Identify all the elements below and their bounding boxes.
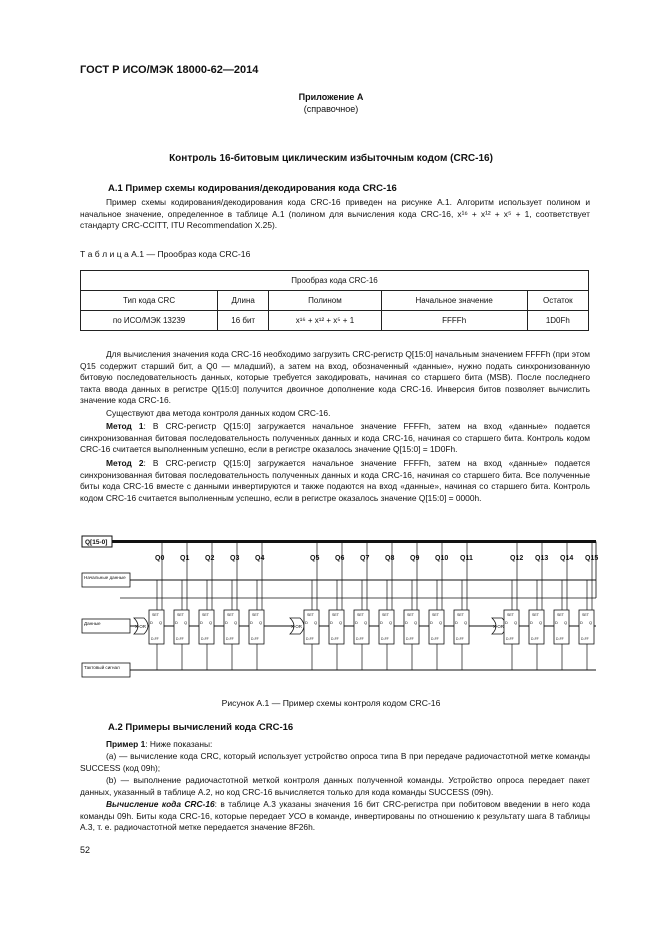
flip-flop-type-label: D-FF — [226, 637, 234, 641]
table-cell: 16 бит — [218, 311, 269, 331]
flip-flop-d-label: D — [175, 620, 178, 625]
appendix-title: Приложение А — [298, 92, 364, 102]
q-label: Q2 — [205, 555, 215, 562]
paragraph-method-1 — [80, 421, 590, 456]
input-label: Тактовый сигнал — [84, 665, 120, 670]
flip-flop-type-label: D-FF — [406, 637, 414, 641]
method-2-text: : В CRC-регистр Q[15:0] загружается начальное значение FFFFh, затем на вход «данные» подается синхронизованная битовая последовательность полученных данных и кода CRC-16, начиная со старшего бита. Все полученные биты кода CRC-16 вместе с данными инвертируются и также подаются на вход «данные», начиная со старшего бита. Контроль кодом CRC-16 считается выполненным успешно, если в регистре оказалось значение Q[15:0] = 0000h. — [80, 458, 590, 503]
flip-flop-type-label: D-FF — [331, 637, 339, 641]
q-label: Q6 — [335, 555, 345, 562]
flip-flop-type-label: D-FF — [556, 637, 564, 641]
flip-flop-set-label: SET — [582, 613, 589, 617]
flip-flop-d-label: D — [505, 620, 508, 625]
flip-flop-d-label: D — [355, 620, 358, 625]
q-label: Q10 — [435, 555, 449, 562]
flip-flop-set-label: SET — [457, 613, 464, 617]
flip-flop-q-label: Q — [209, 620, 213, 625]
table-header-cell: Длина — [218, 291, 269, 311]
flip-flop-d-label: D — [200, 620, 203, 625]
table-header-cell: Тип кода CRC — [81, 291, 218, 311]
example-item-a: (a) — вычисление кода CRC, который использует устройство опроса типа В при передаче радиочастотной метке команды SUCCESS (код 09h); — [80, 751, 590, 773]
q-label: Q3 — [230, 555, 240, 562]
flip-flop-set-label: SET — [532, 613, 539, 617]
flip-flop-set-label: SET — [407, 613, 414, 617]
flip-flop-type-label: D-FF — [381, 637, 389, 641]
flip-flop-type-label: D-FF — [456, 637, 464, 641]
flip-flop-d-label: D — [405, 620, 408, 625]
flip-flop-q-label: Q — [234, 620, 238, 625]
table-cell: по ИСО/МЭК 13239 — [81, 311, 218, 331]
flip-flop-q-label: Q — [564, 620, 568, 625]
flip-flop-type-label: D-FF — [431, 637, 439, 641]
example-1-label: Пример 1 — [106, 739, 146, 749]
q-label: Q5 — [310, 555, 320, 562]
flip-flop-d-label: D — [150, 620, 153, 625]
flip-flop-d-label: D — [330, 620, 333, 625]
flip-flop-q-label: Q — [159, 620, 163, 625]
q-label: Q12 — [510, 555, 524, 562]
flip-flop-type-label: D-FF — [581, 637, 589, 641]
flip-flop-type-label: D-FF — [251, 637, 259, 641]
section-a2-heading: А.2 Примеры вычислений кода CRC-16 — [108, 722, 294, 733]
flip-flop-type-label: D-FF — [201, 637, 209, 641]
table-cell: 1D0Fh — [527, 311, 588, 331]
q-label: Q14 — [560, 555, 574, 562]
crc-circuit-diagram — [80, 532, 600, 682]
flip-flop-q-label: Q — [514, 620, 518, 625]
flip-flop-d-label: D — [305, 620, 308, 625]
flip-flop-set-label: SET — [507, 613, 514, 617]
flip-flop-d-label: D — [380, 620, 383, 625]
section-a1-heading: А.1 Пример схемы кодирования/декодирования кода CRC-16 — [108, 183, 397, 194]
table-cell: FFFFh — [381, 311, 527, 331]
method-1-label: Метод 1 — [106, 421, 144, 431]
flip-flop-set-label: SET — [307, 613, 314, 617]
table-cell: x¹⁶ + x¹² + x⁵ + 1 — [269, 311, 381, 331]
flip-flop-d-label: D — [580, 620, 583, 625]
crc-calc-paragraph — [80, 799, 590, 834]
flip-flop-q-label: Q — [184, 620, 188, 625]
flip-flop-set-label: SET — [202, 613, 209, 617]
flip-flop-q-label: Q — [589, 620, 593, 625]
q-label: Q0 — [155, 555, 165, 562]
flip-flop-q-label: Q — [414, 620, 418, 625]
flip-flop-set-label: SET — [432, 613, 439, 617]
method-2-label: Метод 2 — [106, 458, 144, 468]
flip-flop-q-label: Q — [464, 620, 468, 625]
q-label: Q7 — [360, 555, 370, 562]
crc-calc-label: Вычисление кода CRC-16 — [106, 799, 215, 809]
flip-flop-set-label: SET — [152, 613, 159, 617]
flip-flop-q-label: Q — [339, 620, 343, 625]
flip-flop-d-label: D — [430, 620, 433, 625]
table-group-header: Прообраз кода CRC-16 — [81, 271, 589, 291]
q-label: Q15 — [585, 555, 599, 562]
main-title: Контроль 16-битовым циклическим избыточным кодом (CRC-16) — [169, 153, 493, 164]
crc-table — [80, 270, 589, 331]
flip-flop-q-label: Q — [389, 620, 393, 625]
input-label: Данные — [84, 621, 101, 626]
example-item-b: (b) — выполнение радиочастотной меткой контроля данных полученной команды. Устройство опроса передает пакет данных, указанный в таблице А.2, но код CRC-16 вычисляется только для кода команды SUCCESS (09h). — [80, 775, 590, 797]
flip-flop-q-label: Q — [259, 620, 263, 625]
flip-flop-type-label: D-FF — [176, 637, 184, 641]
flip-flop-q-label: Q — [439, 620, 443, 625]
example-1-text: : Ниже показаны: — [145, 739, 213, 749]
xor-label: X-OR — [135, 624, 146, 629]
flip-flop-type-label: D-FF — [531, 637, 539, 641]
flip-flop-set-label: SET — [357, 613, 364, 617]
appendix-subtitle: (справочное) — [303, 104, 359, 114]
q-label: Q11 — [460, 555, 473, 562]
q-label: Q1 — [180, 555, 190, 562]
method-1-text: : В CRC-регистр Q[15:0] загружается начальное значение FFFFh, затем на вход «данные» подается синхронизованная битовая последовательность полученных данных и кода CRC-16, начиная со старшего бита. Контроль кодом CRC-16 считается выполненным успешно, если в регистре оказалось значение Q[15:0] = 1D0Fh. — [80, 421, 590, 455]
section-a1-paragraph: Пример схемы кодирования/декодирования кода CRC-16 приведен на рисунке А.1. Алгоритм использует полином и начальное значение, определенное в таблице А.1 (полином для вычисления кода CRC-16, x¹⁶ + x¹² + x⁵ + 1, соответствует стандарту CRC-CCITT, ITU Recommendation X.25). — [80, 197, 590, 231]
figure-caption: Рисунок А.1 — Пример схемы контроля кодом CRC-16 — [221, 698, 441, 708]
paragraph-method-2 — [80, 458, 590, 504]
flip-flop-type-label: D-FF — [151, 637, 159, 641]
flip-flop-type-label: D-FF — [356, 637, 364, 641]
flip-flop-set-label: SET — [227, 613, 234, 617]
crc-calc-text: : в таблице А.3 указаны значения 16 бит CRC-регистра при побитовом введении в него кода команды 09h. Биты кода CRC-16, которые передает УСО в команде, инвертированы по отношению к результату шага 8 таблицы А.3, т. е. радиочастотной метке передается значение 8F26h. — [80, 799, 590, 833]
page-number: 52 — [80, 845, 91, 855]
flip-flop-type-label: D-FF — [306, 637, 314, 641]
paragraph-methods: Существуют два метода контроля данных кодом CRC-16. — [106, 408, 331, 418]
flip-flop-set-label: SET — [252, 613, 259, 617]
q-label: Q13 — [535, 555, 549, 562]
flip-flop-q-label: Q — [539, 620, 543, 625]
flip-flop-set-label: SET — [557, 613, 564, 617]
paragraph-crc-compute: Для вычисления значения кода CRC-16 необходимо загрузить CRC-регистр Q[15:0] начальным значением FFFFh (при этом Q15 содержит старший бит, а Q0 — младший), а затем на вход, обозначенный «данные», нужно подать синхронизованную битовую последовательность данных, которые требуется закодировать, начиная со старшего бита (MSB). После последнего такта ввода данных в регистре Q[15:0] получится двоичное дополнение кода CRC-16. Инверсия битов позволяет вычислить значение кода CRC-16. — [80, 349, 590, 406]
flip-flop-q-label: Q — [314, 620, 318, 625]
q-label: Q9 — [410, 555, 420, 562]
q-label: Q4 — [255, 555, 265, 562]
flip-flop-set-label: SET — [332, 613, 339, 617]
q-label: Q8 — [385, 555, 395, 562]
example-1-intro — [80, 739, 590, 751]
flip-flop-type-label: D-FF — [506, 637, 514, 641]
xor-label: X-OR — [291, 624, 302, 629]
document-header: ГОСТ Р ИСО/МЭК 18000-62—2014 — [80, 64, 259, 76]
flip-flop-set-label: SET — [382, 613, 389, 617]
flip-flop-d-label: D — [530, 620, 533, 625]
table-header-cell: Начальное значение — [381, 291, 527, 311]
flip-flop-d-label: D — [455, 620, 458, 625]
table-header-cell: Полином — [269, 291, 381, 311]
flip-flop-d-label: D — [250, 620, 253, 625]
flip-flop-set-label: SET — [177, 613, 184, 617]
flip-flop-d-label: D — [555, 620, 558, 625]
bus-label: Q[15-0] — [85, 539, 108, 546]
xor-label: X-OR — [493, 624, 504, 629]
flip-flop-q-label: Q — [364, 620, 368, 625]
input-label: Начальные данные — [84, 575, 126, 580]
flip-flop-d-label: D — [225, 620, 228, 625]
table-header-cell: Остаток — [527, 291, 588, 311]
appendix-heading — [0, 91, 662, 115]
table-caption: Т а б л и ц а А.1 — Прообраз кода CRC-16 — [80, 249, 251, 259]
